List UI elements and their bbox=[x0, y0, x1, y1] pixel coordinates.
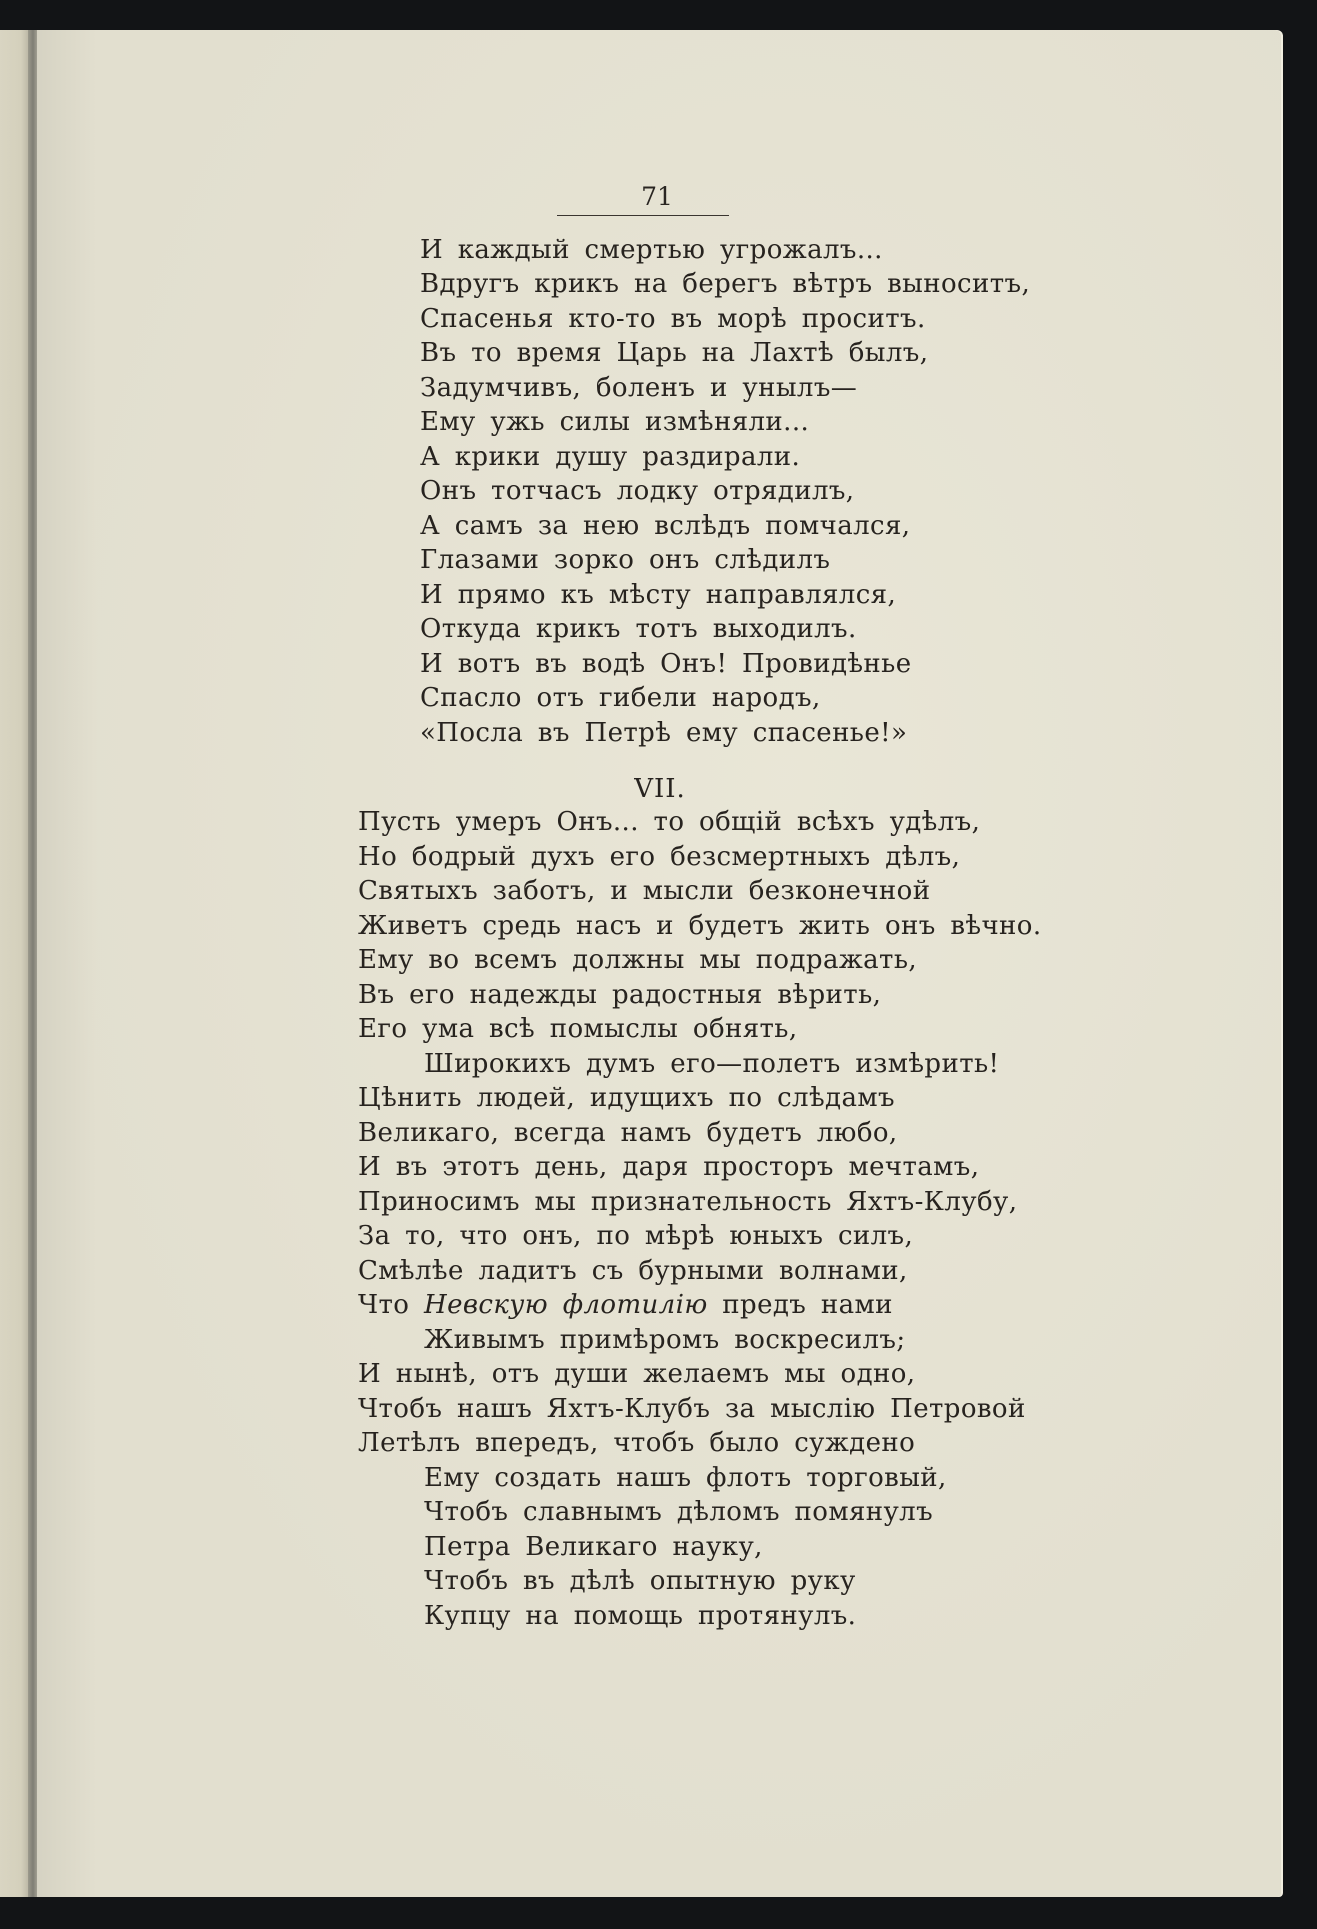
poem-line: И въ этотъ день, даря просторъ мечтамъ, bbox=[358, 1152, 980, 1182]
poem-line: Живетъ средь насъ и будетъ жить онъ вѣчно. bbox=[358, 911, 1042, 941]
poem-line-indented: Купцу на помощь протянулъ. bbox=[424, 1601, 857, 1631]
poem-line: И прямо къ мѣсту направлялся, bbox=[420, 580, 897, 610]
poem-line: Святыхъ заботъ, и мысли безконечной bbox=[358, 876, 931, 906]
poem-line: Спасло отъ гибели народъ, bbox=[420, 683, 821, 713]
poem-line: Цѣнить людей, идущихъ по слѣдамъ bbox=[358, 1083, 895, 1113]
poem-line: Откуда крикъ тотъ выходилъ. bbox=[420, 614, 857, 644]
poem-line-with-emphasis bbox=[358, 1290, 893, 1320]
poem-line: Въ то время Царь на Лахтѣ былъ, bbox=[420, 338, 929, 368]
poem-line-indented: Петра Великаго науку, bbox=[424, 1532, 763, 1562]
poem-line: И нынѣ, отъ души желаемъ мы одно, bbox=[358, 1359, 916, 1389]
poem-line: И вотъ въ водѣ Онъ! Провидѣнье bbox=[420, 649, 912, 679]
poem-line: Вдругъ крикъ на берегъ вѣтръ выноситъ, bbox=[420, 269, 1031, 299]
poem-line: А крики душу раздирали. bbox=[420, 442, 801, 472]
poem-line: И каждый смертью угрожалъ... bbox=[420, 235, 883, 265]
poem-line: Смѣлѣе ладитъ съ бурными волнами, bbox=[358, 1256, 908, 1286]
poem-line: За то, что онъ, по мѣрѣ юныхъ силъ, bbox=[358, 1221, 914, 1251]
poem-line: Приносимъ мы признательность Яхтъ-Клубу, bbox=[358, 1187, 1018, 1217]
book-page bbox=[37, 30, 1283, 1897]
poem-line-indented: Широкихъ думъ его—полетъ измѣрить! bbox=[424, 1049, 1000, 1079]
poem-line: Его ума всѣ помыслы обнять, bbox=[358, 1014, 798, 1044]
poem-line: Глазами зорко онъ слѣдилъ bbox=[420, 545, 831, 575]
previous-page-edge bbox=[0, 30, 30, 1897]
poem-text: Что bbox=[358, 1290, 424, 1320]
poem-line: Ему во всемъ должны мы подражать, bbox=[358, 945, 918, 975]
poem-line: Великаго, всегда намъ будетъ любо, bbox=[358, 1118, 898, 1148]
poem-line: А самъ за нею вслѣдъ помчался, bbox=[420, 511, 911, 541]
poem-line: Онъ тотчасъ лодку отрядилъ, bbox=[420, 476, 855, 506]
poem-line: Ему ужь силы измѣняли... bbox=[420, 407, 810, 437]
poem-line: Летѣлъ впередъ, чтобъ было суждено bbox=[358, 1428, 916, 1458]
poem-line: Задумчивъ, боленъ и унылъ— bbox=[420, 373, 858, 403]
poem-line: Спасенья кто-то въ морѣ проситъ. bbox=[420, 304, 926, 334]
emphasized-text: Невскую флотилію bbox=[424, 1290, 708, 1320]
poem-line-indented: Чтобъ въ дѣлѣ опытную руку bbox=[424, 1566, 856, 1596]
poem-line: «Посла въ Петрѣ ему спасенье!» bbox=[420, 718, 908, 748]
poem-line-indented: Живымъ примѣромъ воскресилъ; bbox=[424, 1325, 906, 1355]
poem-line-indented: Чтобъ славнымъ дѣломъ помянулъ bbox=[424, 1497, 934, 1527]
poem-line: Пусть умеръ Онъ... то общій всѣхъ удѣлъ, bbox=[358, 807, 981, 837]
poem-line: Въ его надежды радостныя вѣрить, bbox=[358, 980, 882, 1010]
section-heading-vii: VII. bbox=[634, 774, 686, 804]
poem-line: Чтобъ нашъ Яхтъ-Клубъ за мыслію Петровой bbox=[358, 1394, 1026, 1424]
page-number: 71 bbox=[641, 182, 673, 211]
page-number-rule bbox=[557, 215, 729, 216]
poem-text: предъ нами bbox=[707, 1290, 893, 1320]
poem-line-indented: Ему создать нашъ флотъ торговый, bbox=[424, 1463, 947, 1493]
poem-line: Но бодрый духъ его безсмертныхъ дѣлъ, bbox=[358, 842, 961, 872]
